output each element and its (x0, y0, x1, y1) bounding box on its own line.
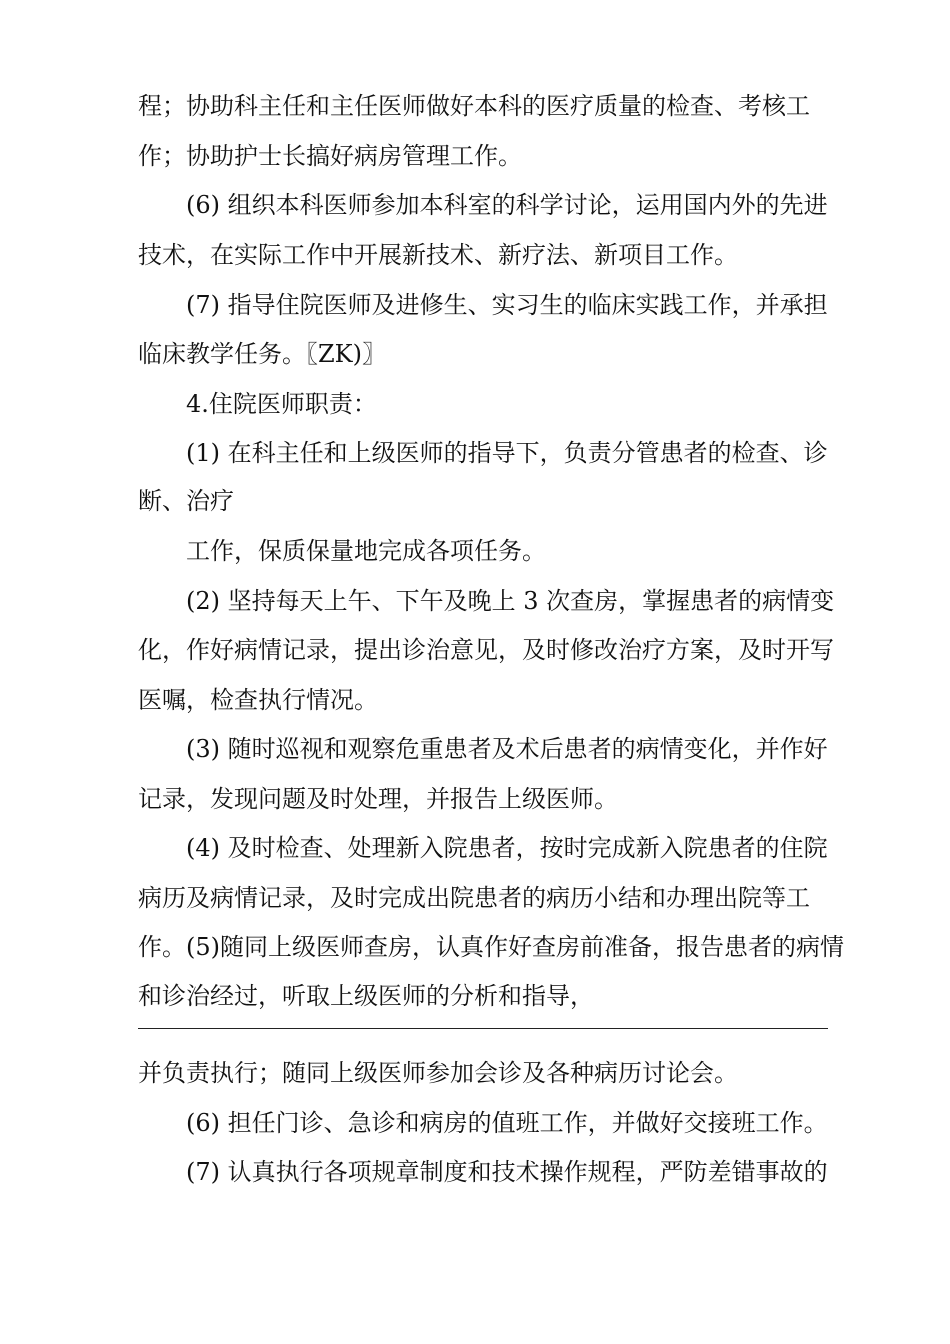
text-line: (3) 随时巡视和观察危重患者及术后患者的病情变化，并作好 (186, 735, 828, 763)
text-line: 和诊治经过，听取上级医师的分析和指导， (138, 982, 594, 1010)
text-line: (2) 坚持每天上午、下午及晚上 3 次查房，掌握患者的病情变 (186, 587, 835, 615)
text-line: 断、治疗 (138, 487, 234, 515)
text-line: 病历及病情记录，及时完成出院患者的病历小结和办理出院等工 (138, 884, 810, 912)
text-line: (4) 及时检查、处理新入院患者，按时完成新入院患者的住院 (186, 834, 828, 862)
text-line: 临床教学任务。〖ZK)〗 (138, 340, 386, 368)
text-line: 并负责执行；随同上级医师参加会诊及各种病历讨论会。 (138, 1059, 738, 1087)
text-line: 技术，在实际工作中开展新技术、新疗法、新项目工作。 (138, 241, 738, 269)
text-line: (7) 指导住院医师及进修生、实习生的临床实践工作，并承担 (186, 291, 828, 319)
text-line: 记录，发现问题及时处理，并报告上级医师。 (138, 785, 618, 813)
text-line: 医嘱，检查执行情况。 (138, 686, 378, 714)
page-divider (138, 1028, 828, 1029)
text-line: 作；协助护士长搞好病房管理工作。 (138, 142, 522, 170)
text-line: (6) 担任门诊、急诊和病房的值班工作，并做好交接班工作。 (186, 1109, 828, 1137)
text-line: (6) 组织本科医师参加本科室的科学讨论，运用国内外的先进 (186, 191, 828, 219)
text-line: 程；协助科主任和主任医师做好本科的医疗质量的检查、考核工 (138, 92, 810, 120)
text-line: (1) 在科主任和上级医师的指导下，负责分管患者的检查、诊 (186, 439, 828, 467)
section-heading: 4.住院医师职责： (186, 390, 377, 418)
text-line: 化，作好病情记录，提出诊治意见，及时修改治疗方案，及时开写 (138, 636, 834, 664)
text-line: 作。(5)随同上级医师查房，认真作好查房前准备，报告患者的病情 (138, 933, 844, 961)
text-line: (7) 认真执行各项规章制度和技术操作规程，严防差错事故的 (186, 1158, 828, 1186)
text-line: 工作，保质保量地完成各项任务。 (186, 537, 546, 565)
